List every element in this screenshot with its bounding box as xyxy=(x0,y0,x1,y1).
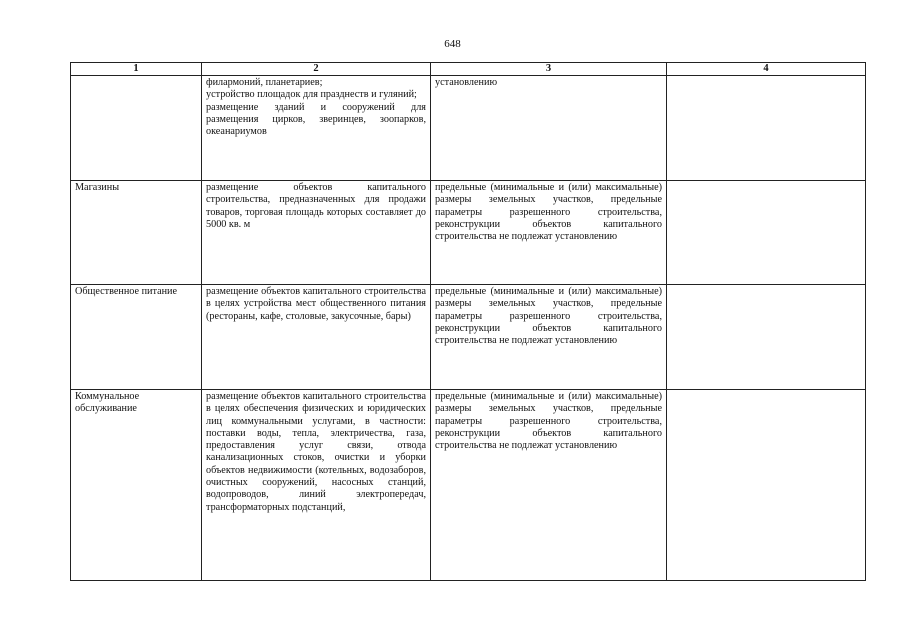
cell-text: Магазины xyxy=(75,182,120,193)
table-cell-use-type xyxy=(71,285,202,390)
column-header-1: 1 xyxy=(71,63,202,76)
regulations-table xyxy=(70,62,866,581)
table-cell-use-type xyxy=(71,76,202,181)
cell-text: предельные (минимальные и (или) максимальные) размеры земельных участков, предельные параметры разрешенного строительства, реконструкции объектов капитального строительства не подлежат установлению xyxy=(435,286,662,347)
table-cell-parameters xyxy=(431,76,667,181)
table-cell-notes xyxy=(667,390,866,581)
table-cell-notes xyxy=(667,76,866,181)
table-cell-parameters xyxy=(431,390,667,581)
cell-text: установлению xyxy=(435,77,498,88)
cell-text: предельные (минимальные и (или) максимальные) размеры земельных участков, предельные параметры разрешенного строительства, реконструкции объектов капитального строительства не подлежат установлению xyxy=(435,391,662,452)
table-cell-notes xyxy=(667,181,866,285)
column-header-4: 4 xyxy=(667,63,866,76)
table-row xyxy=(71,181,866,285)
cell-text: размещение объектов капитального строительства, предназначенных для продажи товаров, торговая площадь которых составляет до 5000 кв. м xyxy=(206,182,426,230)
cell-text: Общественное питание xyxy=(75,286,178,297)
column-header-3: 3 xyxy=(431,63,667,76)
table-row xyxy=(71,76,866,181)
cell-text: размещение объектов капитального строительства в целях обеспечения физических и юридических лиц коммунальными услугами, в частности: поставки воды, тепла, электричества, газа, предоставления услуг связи, отвода канализационных стоков, очистки и уборки объектов недвижимости (котельных, водозаборов, очистных сооружений, насосных станций, водопроводов, линий электропередач, трансформаторных подстанций, xyxy=(206,391,426,513)
table-cell-parameters xyxy=(431,285,667,390)
table-cell-parameters xyxy=(431,181,667,285)
table-cell-use-type xyxy=(71,390,202,581)
page-number: 648 xyxy=(444,38,461,50)
table-cell-description xyxy=(202,76,431,181)
table-row xyxy=(71,285,866,390)
cell-text: размещение объектов капитального строительства в целях устройства мест общественного питания (рестораны, кафе, столовые, закусочные, бары) xyxy=(206,286,426,322)
table-row xyxy=(71,390,866,581)
cell-text: филармоний, планетариев; устройство площадок для празднеств и гуляний; размещение зданий и сооружений для размещения цирков, зверинцев, зоопарков, океанариумов xyxy=(206,77,426,138)
table-cell-description xyxy=(202,181,431,285)
table-cell-description xyxy=(202,285,431,390)
table-cell-notes xyxy=(667,285,866,390)
table-cell-description xyxy=(202,390,431,581)
table-header-row xyxy=(71,63,866,76)
cell-text: предельные (минимальные и (или) максимальные) размеры земельных участков, предельные параметры разрешенного строительства, реконструкции объектов капитального строительства не подлежат установлению xyxy=(435,182,662,243)
table-cell-use-type xyxy=(71,181,202,285)
column-header-2: 2 xyxy=(202,63,431,76)
cell-text: Коммунальное обслуживание xyxy=(75,391,140,415)
